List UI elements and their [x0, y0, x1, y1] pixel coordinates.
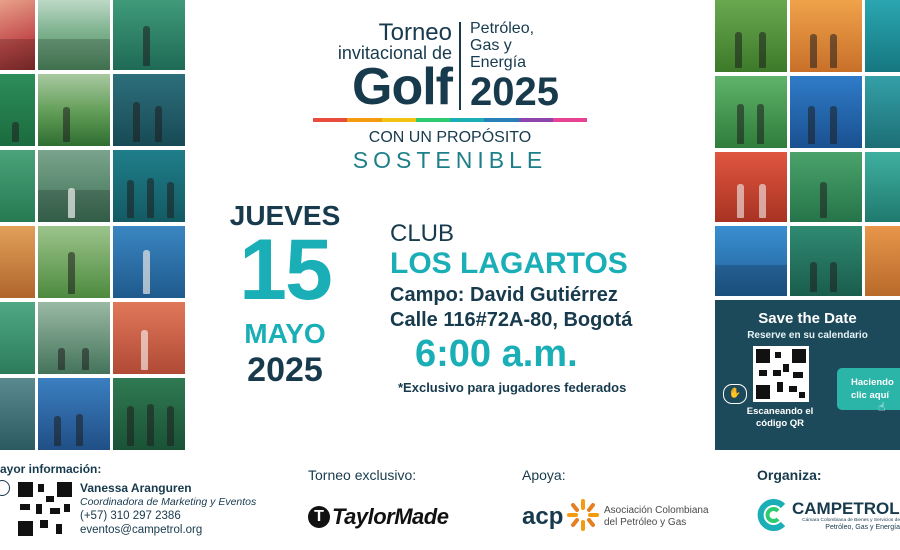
photo-tile: [790, 226, 862, 296]
organizer-label: Organiza:: [757, 467, 822, 483]
photo-tile: [113, 74, 185, 146]
sector-line-1: Petróleo,: [470, 20, 535, 37]
pointer-hand-icon: ☝: [878, 400, 886, 414]
photo-tile: [715, 152, 787, 222]
campetrol-tagline-2: Petróleo, Gas y Energía: [825, 524, 900, 531]
stripe-segment: [313, 118, 347, 122]
photo-tile: [790, 0, 862, 72]
photo-tile: [113, 302, 185, 374]
venue-name: LOS LAGARTOS: [390, 247, 628, 280]
taylormade-t-icon: T: [308, 506, 330, 528]
contact-icon: [0, 480, 10, 496]
taylormade-logo: [308, 505, 468, 531]
photo-tile: [0, 0, 35, 70]
stripe-segment: [382, 118, 416, 122]
sector-line-2: Gas y: [470, 37, 512, 54]
photo-tile: [113, 0, 185, 70]
photo-tile: [715, 226, 787, 296]
title-divider: [459, 22, 461, 110]
date-weekday: JUEVES: [229, 200, 341, 231]
calendar-link-button[interactable]: [837, 368, 900, 410]
contact-qr-code[interactable]: [16, 480, 74, 538]
photo-tile: [865, 226, 900, 296]
rainbow-stripe: [313, 118, 587, 122]
title-golf: Golf: [352, 58, 452, 116]
acp-full-name: [604, 505, 709, 529]
campetrol-wordmark: CAMPETROL: [792, 499, 900, 518]
button-line-2: clic aquí: [851, 390, 890, 401]
contact-role: Coordinadora de Marketing y Eventos: [80, 496, 257, 508]
date-year: 2025: [247, 351, 323, 389]
campetrol-logo: [756, 496, 900, 536]
venue-note: *Exclusivo para jugadores federados: [398, 380, 627, 395]
venue-time: 6:00 a.m.: [415, 333, 578, 375]
photo-tile: [865, 0, 900, 72]
sector-lines: [470, 20, 534, 71]
photo-tile: [38, 0, 110, 70]
photo-tile: [0, 378, 35, 450]
date-month: MAYO: [244, 318, 326, 349]
photo-tile: [113, 378, 185, 450]
photo-tile: [38, 378, 110, 450]
subtitle-sostenible: SOSTENIBLE: [352, 147, 548, 173]
save-the-date-subtitle: Reserve en su calendario: [747, 330, 868, 341]
photo-tile: [790, 76, 862, 148]
contact-name: Vanessa Aranguren: [80, 481, 192, 495]
venue-club: CLUB: [390, 220, 455, 247]
scan-instructions: [735, 406, 825, 430]
contact-phone[interactable]: (+57) 310 297 2386: [80, 510, 181, 522]
subtitle-proposito: CON UN PROPÓSITO: [368, 129, 532, 146]
venue-campo: Campo: David Gutiérrez: [390, 284, 618, 306]
exclusive-label: Torneo exclusivo:: [308, 467, 417, 483]
photo-tile: [0, 302, 35, 374]
title-torneo: Torneo: [378, 19, 452, 46]
photo-tile: [38, 74, 110, 146]
save-the-date-title: Save the Date: [758, 310, 857, 327]
campetrol-tagline-1: Cámara Colombiana de Bienes y Servicios de: [802, 518, 900, 523]
acp-name-line-2: del Petróleo y Gas: [604, 517, 687, 528]
acp-name-line-1: Asociación Colombiana: [604, 505, 709, 516]
photo-tile: [113, 150, 185, 222]
photo-tile: [865, 76, 900, 148]
campetrol-tagline: [792, 518, 900, 532]
button-line-1: Haciendo: [851, 377, 894, 388]
taylormade-wordmark: TaylorMade: [332, 504, 449, 529]
photo-tile: [790, 152, 862, 222]
contact-email[interactable]: eventos@campetrol.org: [80, 524, 203, 536]
photo-tile: [113, 226, 185, 298]
photo-tile: [38, 226, 110, 298]
sector-line-3: Energía: [470, 54, 527, 71]
photo-tile: [715, 0, 787, 72]
contact-heading: ayor información:: [0, 462, 102, 476]
support-label: Apoya:: [522, 467, 566, 483]
photo-tile: [38, 302, 110, 374]
photo-tile: [0, 74, 35, 146]
title-invitacional: invitacional de: [337, 43, 452, 63]
venue-address: Calle 116#72A-80, Bogotá: [390, 309, 633, 331]
acp-logo: [522, 496, 712, 536]
photo-tile: [0, 150, 35, 222]
stripe-segment: [553, 118, 587, 122]
stripe-segment: [519, 118, 553, 122]
date-day: 15: [239, 222, 331, 318]
acp-wordmark: acp: [522, 503, 564, 530]
stripe-segment: [450, 118, 484, 122]
save-the-date-panel: [715, 300, 900, 450]
photo-tile: [0, 226, 35, 298]
photo-tile: [38, 150, 110, 222]
scan-line-1: Escaneando el: [746, 406, 814, 417]
photo-tile: [865, 152, 900, 222]
calendar-qr-code[interactable]: [753, 346, 809, 402]
campetrol-c-icon: [756, 498, 790, 532]
acp-burst-icon: [566, 498, 600, 532]
stripe-segment: [347, 118, 381, 122]
photo-tile: [715, 76, 787, 148]
hand-phone-icon: ✋: [723, 384, 747, 404]
stripe-segment: [416, 118, 450, 122]
stripe-segment: [484, 118, 518, 122]
scan-line-2: código QR: [755, 418, 805, 429]
title-year: 2025: [470, 70, 559, 114]
